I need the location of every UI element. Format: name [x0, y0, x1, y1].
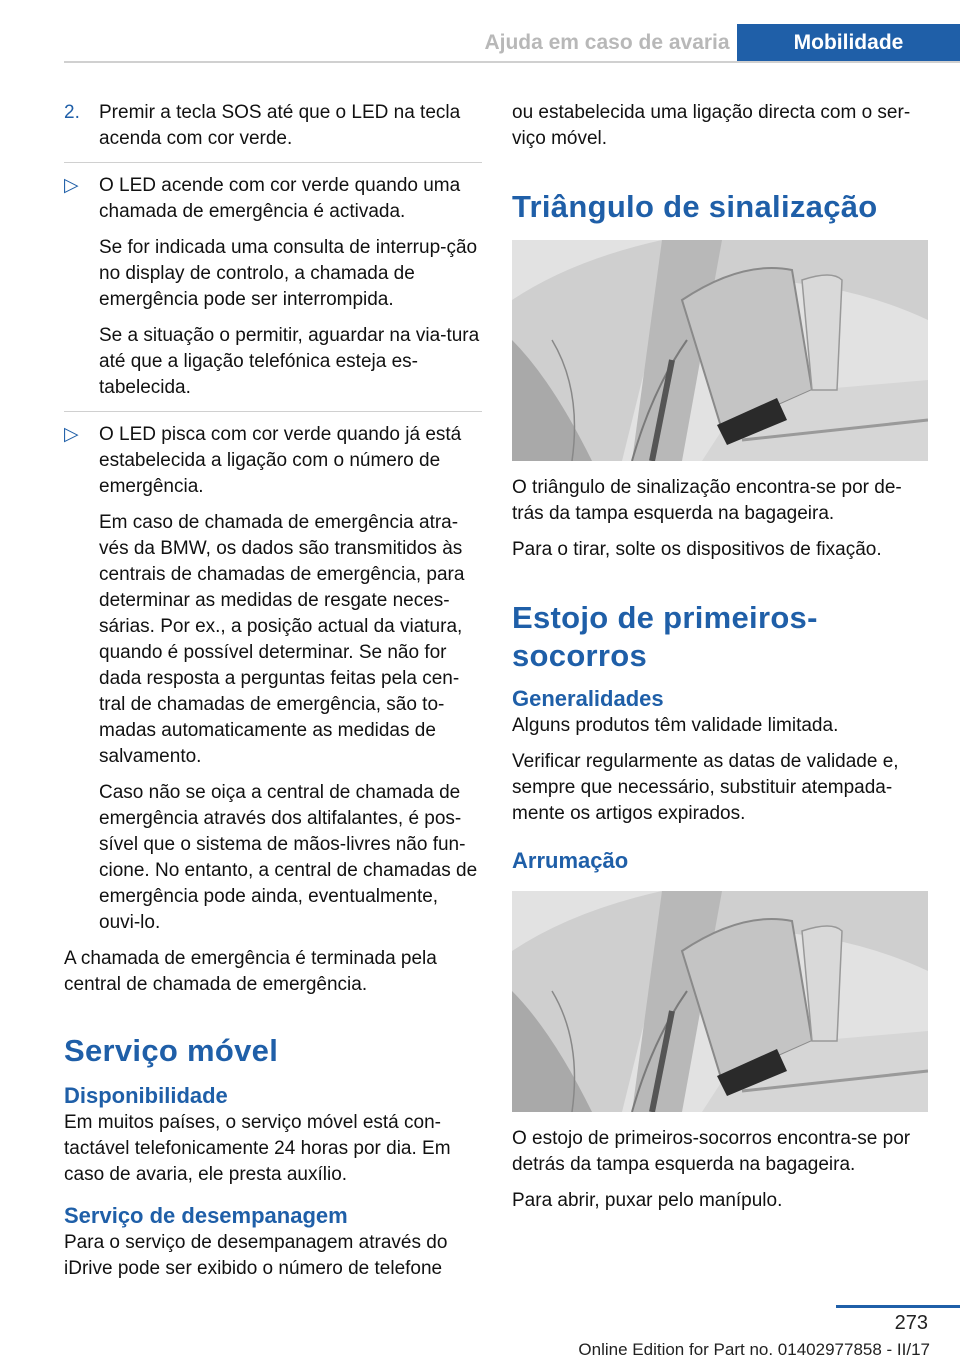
step-2-text: Premir a tecla SOS até que o LED na tecla acenda com cor verde. — [99, 102, 461, 149]
divider — [64, 411, 482, 412]
bullet-led-green — [64, 173, 482, 401]
paragraph: Verificar regularmente as datas de validade e, sempre que necessário, substituir atempada‐mente os artigos expirados. — [512, 751, 899, 824]
bullet-triangle-icon: ▷ — [64, 175, 79, 196]
paragraph: Para o tirar, solte os dispositivos de fixação. — [512, 539, 882, 560]
paragraph: O estojo de primeiros-socorros encontra-se por detrás da tampa esquerda na bagageira. — [512, 1128, 911, 1175]
footer-rule — [836, 1305, 960, 1308]
section-tab[interactable]: Ajuda em caso de avaria — [484, 31, 730, 54]
bullet-led-blinking — [64, 422, 482, 936]
paragraph: ou estabelecida uma ligação directa com o ser‐viço móvel. — [512, 102, 911, 149]
step-number: 2. — [64, 102, 80, 123]
step-2 — [64, 100, 482, 152]
paragraph: Em muitos países, o serviço móvel está con‐tactável telefonicamente 24 horas por dia. Em caso de avaria, ele presta auxílio. — [64, 1112, 451, 1185]
header-rule — [64, 61, 960, 63]
trunk-first-aid-kit-image — [512, 891, 928, 1112]
page-number: 273 — [894, 1312, 928, 1334]
paragraph: O triângulo de sinalização encontra-se por de‐trás da tampa esquerda na bagageira. — [512, 477, 902, 524]
edition-note: Online Edition for Part no. 01402977858 - II/17 — [578, 1340, 930, 1359]
subheading-arrumacao: Arrumação — [512, 848, 629, 873]
heading-servico-movel: Serviço móvel — [64, 1033, 279, 1068]
divider — [64, 162, 482, 163]
paragraph: Para abrir, puxar pelo manípulo. — [512, 1190, 783, 1211]
chapter-tab[interactable]: Mobilidade — [737, 24, 960, 63]
bullet-text: O LED pisca com cor verde quando já está estabelecida a ligação com o número de emergência. — [99, 424, 462, 497]
subheading-disponibilidade: Disponibilidade — [64, 1083, 228, 1108]
right-column — [512, 100, 928, 1224]
heading-estojo: Estojo de primeiros-socorros — [512, 600, 818, 673]
paragraph: Alguns produtos têm validade limitada. — [512, 715, 839, 736]
subheading-generalidades: Generalidades — [512, 686, 664, 711]
bullet-triangle-icon: ▷ — [64, 424, 79, 445]
left-column — [64, 100, 482, 1292]
heading-triangulo: Triângulo de sinalização — [512, 189, 878, 224]
bullet-text: Se for indicada uma consulta de interrup‐ção no display de controlo, a chamada de emergência pode ser interrompida. — [99, 237, 478, 310]
paragraph: A chamada de emergência é terminada pela central de chamada de emergência. — [64, 948, 437, 995]
bullet-text: O LED acende com cor verde quando uma chamada de emergência é activada. — [99, 175, 461, 222]
bullet-text: Caso não se oiça a central de chamada de emergência através dos altifalantes, é pos‐sível que o sistema de mãos-livres não fun‐cione. No entanto, a central de chamadas de emergência pode ainda, eventualmente, ouvi-lo. — [99, 782, 478, 933]
subheading-desempanagem: Serviço de desempanagem — [64, 1203, 348, 1228]
trunk-warning-triangle-image — [512, 240, 928, 461]
paragraph: Para o serviço de desempanagem através do iDrive pode ser exibido o número de telefone — [64, 1232, 448, 1279]
bullet-text: Em caso de chamada de emergência atra‐vés da BMW, os dados são transmitidos às centrais de chamadas de emergência, para determinar as medidas de resgate neces‐sárias. Por ex., a posição actual da viatura, quando é possível determinar. Se não for dada resposta a perguntas feitas pela cen‐tral de chamadas de emergência, são to‐madas automaticamente as medidas de salvamento. — [99, 512, 465, 767]
bullet-text: Se a situação o permitir, aguardar na via‐tura até que a ligação telefónica esteja es‐tabelecida. — [99, 325, 480, 398]
